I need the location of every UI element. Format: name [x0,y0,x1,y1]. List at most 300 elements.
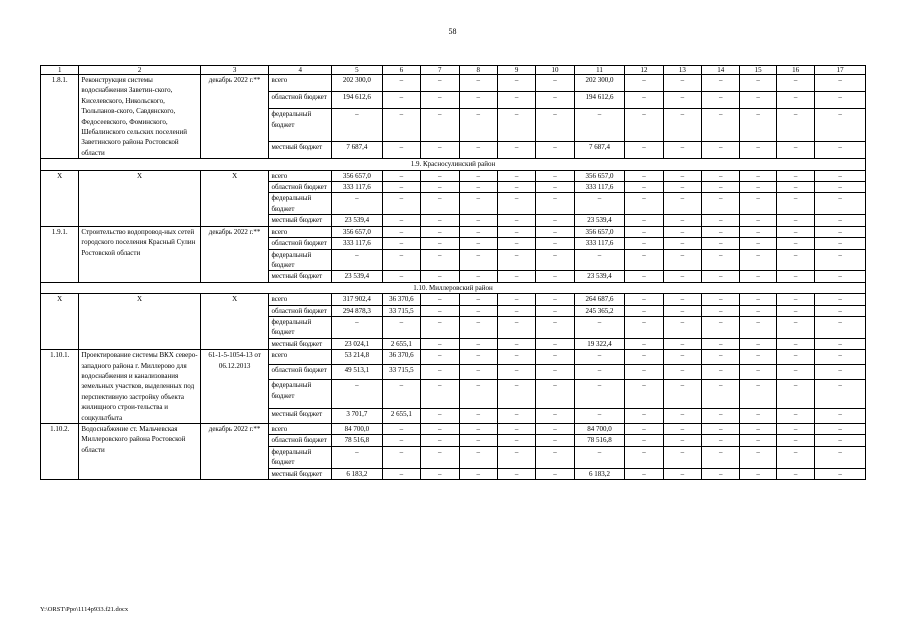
empty-dash-cell: – [740,365,776,380]
amount-cell: – [574,249,625,271]
empty-dash-cell: – [382,238,420,249]
empty-dash-cell: – [497,468,535,479]
empty-dash-cell: – [663,142,701,159]
empty-dash-cell: – [702,92,740,109]
empty-dash-cell: – [459,294,497,305]
empty-dash-cell: – [536,109,574,142]
empty-dash-cell: – [740,305,776,316]
column-number-row [41,66,866,75]
empty-dash-cell: – [815,92,866,109]
empty-dash-cell: – [702,238,740,249]
item-term: декабрь 2022 г.** [200,226,269,282]
column-number: 14 [702,66,740,75]
empty-dash-cell: – [625,380,663,409]
empty-dash-cell: – [497,249,535,271]
empty-dash-cell: – [702,305,740,316]
empty-dash-cell: – [663,408,701,423]
budget-source: всего [269,226,332,237]
empty-dash-cell: – [815,408,866,423]
amount-cell: 84 700,0 [574,424,625,435]
empty-dash-cell: – [497,215,535,226]
empty-dash-cell: – [536,446,574,468]
district-title: 1.10. Миллеровский район [41,282,866,293]
table-row [41,75,866,92]
empty-dash-cell: – [421,92,459,109]
column-number: 15 [740,66,776,75]
empty-dash-cell: – [536,408,574,423]
budget-source: местный бюджет [269,271,332,282]
empty-dash-cell: – [382,92,420,109]
amount-cell: 7 687,4 [332,142,383,159]
column-number: 4 [269,66,332,75]
empty-dash-cell: – [663,468,701,479]
budget-source: федеральный бюджет [269,316,332,338]
amount-cell: 264 687,6 [574,294,625,305]
empty-dash-cell: – [776,226,814,237]
empty-dash-cell: – [421,338,459,349]
empty-dash-cell: – [497,435,535,446]
empty-dash-cell: – [536,435,574,446]
amount-cell: 84 700,0 [332,424,383,435]
empty-dash-cell: – [776,305,814,316]
empty-dash-cell: – [815,365,866,380]
empty-dash-cell: – [459,182,497,193]
budget-source: областной бюджет [269,305,332,316]
empty-dash-cell: – [625,365,663,380]
empty-dash-cell: – [536,193,574,215]
amount-cell: 356 657,0 [574,226,625,237]
budget-source: областной бюджет [269,92,332,109]
empty-dash-cell: – [776,338,814,349]
empty-dash-cell: – [536,316,574,338]
amount-cell: – [332,316,383,338]
amount-cell: 78 516,8 [332,435,383,446]
empty-dash-cell: – [625,424,663,435]
amount-cell: 333 117,6 [574,182,625,193]
column-number: 11 [574,66,625,75]
empty-dash-cell: – [740,350,776,365]
empty-dash-cell: – [459,408,497,423]
budget-source: федеральный бюджет [269,446,332,468]
item-term: декабрь 2022 г.** [200,424,269,480]
empty-dash-cell: – [815,446,866,468]
budget-source: областной бюджет [269,435,332,446]
empty-dash-cell: – [702,294,740,305]
amount-cell: 6 183,2 [574,468,625,479]
empty-dash-cell: – [382,424,420,435]
empty-dash-cell: – [459,468,497,479]
item-number: 1.10.1. [41,350,79,424]
amount-cell: 294 878,3 [332,305,383,316]
amount-cell: 333 117,6 [332,238,383,249]
empty-dash-cell: – [625,338,663,349]
amount-cell: – [574,446,625,468]
empty-dash-cell: – [625,271,663,282]
empty-dash-cell: – [625,446,663,468]
empty-dash-cell: – [536,338,574,349]
empty-dash-cell: – [459,305,497,316]
empty-dash-cell: – [382,75,420,92]
empty-dash-cell: – [421,365,459,380]
empty-dash-cell: – [740,424,776,435]
empty-dash-cell: – [497,226,535,237]
item-number: 1.8.1. [41,75,79,159]
empty-dash-cell: – [497,294,535,305]
empty-dash-cell: – [536,380,574,409]
item-name: Строительство водопровод-ных сетей городского поселения Красный Сулин Ростовской области [79,226,200,282]
table-row [41,226,866,237]
amount-cell: 2 655,1 [382,338,420,349]
empty-dash-cell: – [663,365,701,380]
empty-dash-cell: – [815,75,866,92]
empty-dash-cell: – [421,380,459,409]
empty-dash-cell: – [776,316,814,338]
column-number: 7 [421,66,459,75]
empty-dash-cell: – [776,350,814,365]
empty-dash-cell: – [663,92,701,109]
column-number: 12 [625,66,663,75]
empty-dash-cell: – [536,182,574,193]
empty-dash-cell: – [702,75,740,92]
empty-dash-cell: – [702,249,740,271]
empty-dash-cell: – [815,294,866,305]
empty-dash-cell: – [663,305,701,316]
empty-dash-cell: – [625,316,663,338]
item-name: Реконструкция системы водоснабжения Заветин-ского, Киселевского, Никольского, Тюльпанов-ского, Савдянского, Федосеевского, Фоминского, Шебалинского сельских поселений Заветинского района Ростовской области [79,75,200,159]
empty-dash-cell: – [625,238,663,249]
amount-cell: 3 701,7 [332,408,383,423]
item-name: Водоснабжение ст. Мальчевская Миллеровского района Ростовской области [79,424,200,480]
empty-dash-cell: – [497,170,535,181]
empty-dash-cell: – [497,305,535,316]
empty-dash-cell: – [815,305,866,316]
item-term: 61-1-5-1054-13 от 06.12.2013 [200,350,269,424]
empty-dash-cell: – [625,468,663,479]
amount-cell: 333 117,6 [574,238,625,249]
empty-dash-cell: – [625,249,663,271]
empty-dash-cell: – [776,424,814,435]
budget-source: всего [269,424,332,435]
amount-cell: 36 370,6 [382,350,420,365]
empty-dash-cell: – [421,271,459,282]
amount-cell: 356 657,0 [574,170,625,181]
empty-dash-cell: – [740,193,776,215]
empty-dash-cell: – [382,226,420,237]
empty-dash-cell: – [382,249,420,271]
empty-dash-cell: – [740,238,776,249]
empty-dash-cell: – [536,294,574,305]
empty-dash-cell: – [421,424,459,435]
empty-dash-cell: – [663,75,701,92]
empty-dash-cell: – [382,271,420,282]
empty-dash-cell: – [663,182,701,193]
empty-dash-cell: – [663,109,701,142]
empty-dash-cell: – [536,305,574,316]
empty-dash-cell: – [497,350,535,365]
empty-dash-cell: – [815,109,866,142]
empty-dash-cell: – [815,435,866,446]
empty-dash-cell: – [625,226,663,237]
empty-dash-cell: – [421,408,459,423]
empty-dash-cell: – [421,294,459,305]
empty-dash-cell: – [536,468,574,479]
empty-dash-cell: – [459,338,497,349]
empty-dash-cell: – [536,142,574,159]
empty-dash-cell: – [382,109,420,142]
empty-dash-cell: – [776,193,814,215]
column-number: 16 [776,66,814,75]
empty-dash-cell: – [776,380,814,409]
empty-dash-cell: – [497,380,535,409]
empty-dash-cell: – [740,226,776,237]
column-number: 13 [663,66,701,75]
empty-dash-cell: – [536,92,574,109]
empty-dash-cell: – [497,316,535,338]
empty-dash-cell: – [776,249,814,271]
empty-dash-cell: – [536,271,574,282]
empty-dash-cell: – [776,170,814,181]
item-term: X [200,170,269,226]
empty-dash-cell: – [815,249,866,271]
table-row [41,294,866,305]
empty-dash-cell: – [459,193,497,215]
empty-dash-cell: – [815,238,866,249]
amount-cell: 53 214,8 [332,350,383,365]
empty-dash-cell: – [663,424,701,435]
amount-cell: 356 657,0 [332,170,383,181]
empty-dash-cell: – [625,435,663,446]
empty-dash-cell: – [740,271,776,282]
empty-dash-cell: – [702,408,740,423]
empty-dash-cell: – [421,109,459,142]
empty-dash-cell: – [421,193,459,215]
empty-dash-cell: – [536,75,574,92]
amount-cell: 194 612,6 [574,92,625,109]
amount-cell: – [574,316,625,338]
empty-dash-cell: – [815,226,866,237]
empty-dash-cell: – [740,142,776,159]
empty-dash-cell: – [382,435,420,446]
column-number: 1 [41,66,79,75]
empty-dash-cell: – [663,446,701,468]
empty-dash-cell: – [536,350,574,365]
empty-dash-cell: – [497,142,535,159]
amount-cell: 6 183,2 [332,468,383,479]
empty-dash-cell: – [625,182,663,193]
empty-dash-cell: – [497,182,535,193]
amount-cell: – [332,109,383,142]
empty-dash-cell: – [421,170,459,181]
item-number: X [41,170,79,226]
empty-dash-cell: – [536,238,574,249]
empty-dash-cell: – [459,215,497,226]
empty-dash-cell: – [497,365,535,380]
empty-dash-cell: – [815,271,866,282]
empty-dash-cell: – [421,316,459,338]
amount-cell: 202 300,0 [332,75,383,92]
empty-dash-cell: – [421,305,459,316]
amount-cell: 78 516,8 [574,435,625,446]
file-path-footer: Y:\ORST\Ppo\1114p933.f21.docx [40,606,129,613]
empty-dash-cell: – [815,424,866,435]
empty-dash-cell: – [382,468,420,479]
empty-dash-cell: – [663,380,701,409]
empty-dash-cell: – [459,75,497,92]
column-number: 3 [200,66,269,75]
amount-cell: 333 117,6 [332,182,383,193]
empty-dash-cell: – [459,249,497,271]
empty-dash-cell: – [740,92,776,109]
amount-cell: – [574,365,625,380]
budget-table [40,65,866,480]
empty-dash-cell: – [776,142,814,159]
empty-dash-cell: – [625,92,663,109]
empty-dash-cell: – [625,305,663,316]
budget-source: областной бюджет [269,238,332,249]
empty-dash-cell: – [382,446,420,468]
empty-dash-cell: – [421,350,459,365]
empty-dash-cell: – [625,109,663,142]
empty-dash-cell: – [776,75,814,92]
budget-source: всего [269,75,332,92]
empty-dash-cell: – [702,446,740,468]
empty-dash-cell: – [776,435,814,446]
empty-dash-cell: – [663,271,701,282]
empty-dash-cell: – [625,215,663,226]
amount-cell: – [332,380,383,409]
empty-dash-cell: – [776,215,814,226]
budget-source: местный бюджет [269,468,332,479]
empty-dash-cell: – [382,193,420,215]
district-header-row [41,282,866,293]
empty-dash-cell: – [625,294,663,305]
empty-dash-cell: – [702,226,740,237]
empty-dash-cell: – [536,365,574,380]
empty-dash-cell: – [459,350,497,365]
amount-cell: 194 612,6 [332,92,383,109]
table-row [41,350,866,365]
empty-dash-cell: – [663,226,701,237]
empty-dash-cell: – [702,182,740,193]
column-number: 5 [332,66,383,75]
empty-dash-cell: – [536,249,574,271]
empty-dash-cell: – [702,142,740,159]
page-number: 58 [448,27,457,36]
table-row [41,424,866,435]
empty-dash-cell: – [663,238,701,249]
empty-dash-cell: – [536,215,574,226]
empty-dash-cell: – [382,215,420,226]
empty-dash-cell: – [776,468,814,479]
empty-dash-cell: – [702,271,740,282]
empty-dash-cell: – [459,238,497,249]
budget-source: федеральный бюджет [269,193,332,215]
empty-dash-cell: – [663,316,701,338]
empty-dash-cell: – [459,170,497,181]
empty-dash-cell: – [702,350,740,365]
empty-dash-cell: – [663,338,701,349]
empty-dash-cell: – [740,468,776,479]
amount-cell: 2 655,1 [382,408,420,423]
amount-cell: 23 539,4 [574,271,625,282]
amount-cell: – [574,193,625,215]
empty-dash-cell: – [740,408,776,423]
item-name: X [79,170,200,226]
empty-dash-cell: – [776,446,814,468]
empty-dash-cell: – [536,226,574,237]
empty-dash-cell: – [702,316,740,338]
amount-cell: 23 539,4 [332,271,383,282]
amount-cell: 49 513,1 [332,365,383,380]
empty-dash-cell: – [740,109,776,142]
empty-dash-cell: – [815,170,866,181]
empty-dash-cell: – [497,446,535,468]
amount-cell: 202 300,0 [574,75,625,92]
empty-dash-cell: – [776,238,814,249]
amount-cell: 245 365,2 [574,305,625,316]
budget-source: областной бюджет [269,182,332,193]
amount-cell: – [574,408,625,423]
empty-dash-cell: – [536,424,574,435]
amount-cell: 19 322,4 [574,338,625,349]
empty-dash-cell: – [459,365,497,380]
budget-source: всего [269,170,332,181]
empty-dash-cell: – [702,468,740,479]
budget-source: местный бюджет [269,408,332,423]
amount-cell: 7 687,4 [574,142,625,159]
empty-dash-cell: – [421,182,459,193]
amount-cell: – [382,380,420,409]
empty-dash-cell: – [740,380,776,409]
empty-dash-cell: – [421,142,459,159]
empty-dash-cell: – [421,215,459,226]
empty-dash-cell: – [459,109,497,142]
empty-dash-cell: – [815,182,866,193]
empty-dash-cell: – [740,249,776,271]
empty-dash-cell: – [663,215,701,226]
amount-cell: – [332,249,383,271]
budget-source: федеральный бюджет [269,249,332,271]
empty-dash-cell: – [740,435,776,446]
empty-dash-cell: – [702,365,740,380]
empty-dash-cell: – [536,170,574,181]
empty-dash-cell: – [459,446,497,468]
item-term: декабрь 2022 г.** [200,75,269,159]
empty-dash-cell: – [815,338,866,349]
empty-dash-cell: – [459,142,497,159]
empty-dash-cell: – [625,350,663,365]
empty-dash-cell: – [459,316,497,338]
amount-cell: 23 539,4 [332,215,383,226]
budget-source: всего [269,294,332,305]
empty-dash-cell: – [702,193,740,215]
empty-dash-cell: – [740,215,776,226]
empty-dash-cell: – [497,92,535,109]
empty-dash-cell: – [740,75,776,92]
empty-dash-cell: – [421,468,459,479]
budget-source: федеральный бюджет [269,109,332,142]
amount-cell: 36 370,6 [382,294,420,305]
item-number: 1.10.2. [41,424,79,480]
item-name: Проектирование системы ВКХ северо-западного района г. Миллерово для водоснабжения и канализования земельных участков, выделенных под перспективную застройку объекта жилищного строи-тельства и соцкультбыта [79,350,200,424]
column-number: 9 [497,66,535,75]
empty-dash-cell: – [625,408,663,423]
empty-dash-cell: – [459,424,497,435]
amount-cell: – [332,193,383,215]
empty-dash-cell: – [663,193,701,215]
table-row [41,170,866,181]
empty-dash-cell: – [421,238,459,249]
